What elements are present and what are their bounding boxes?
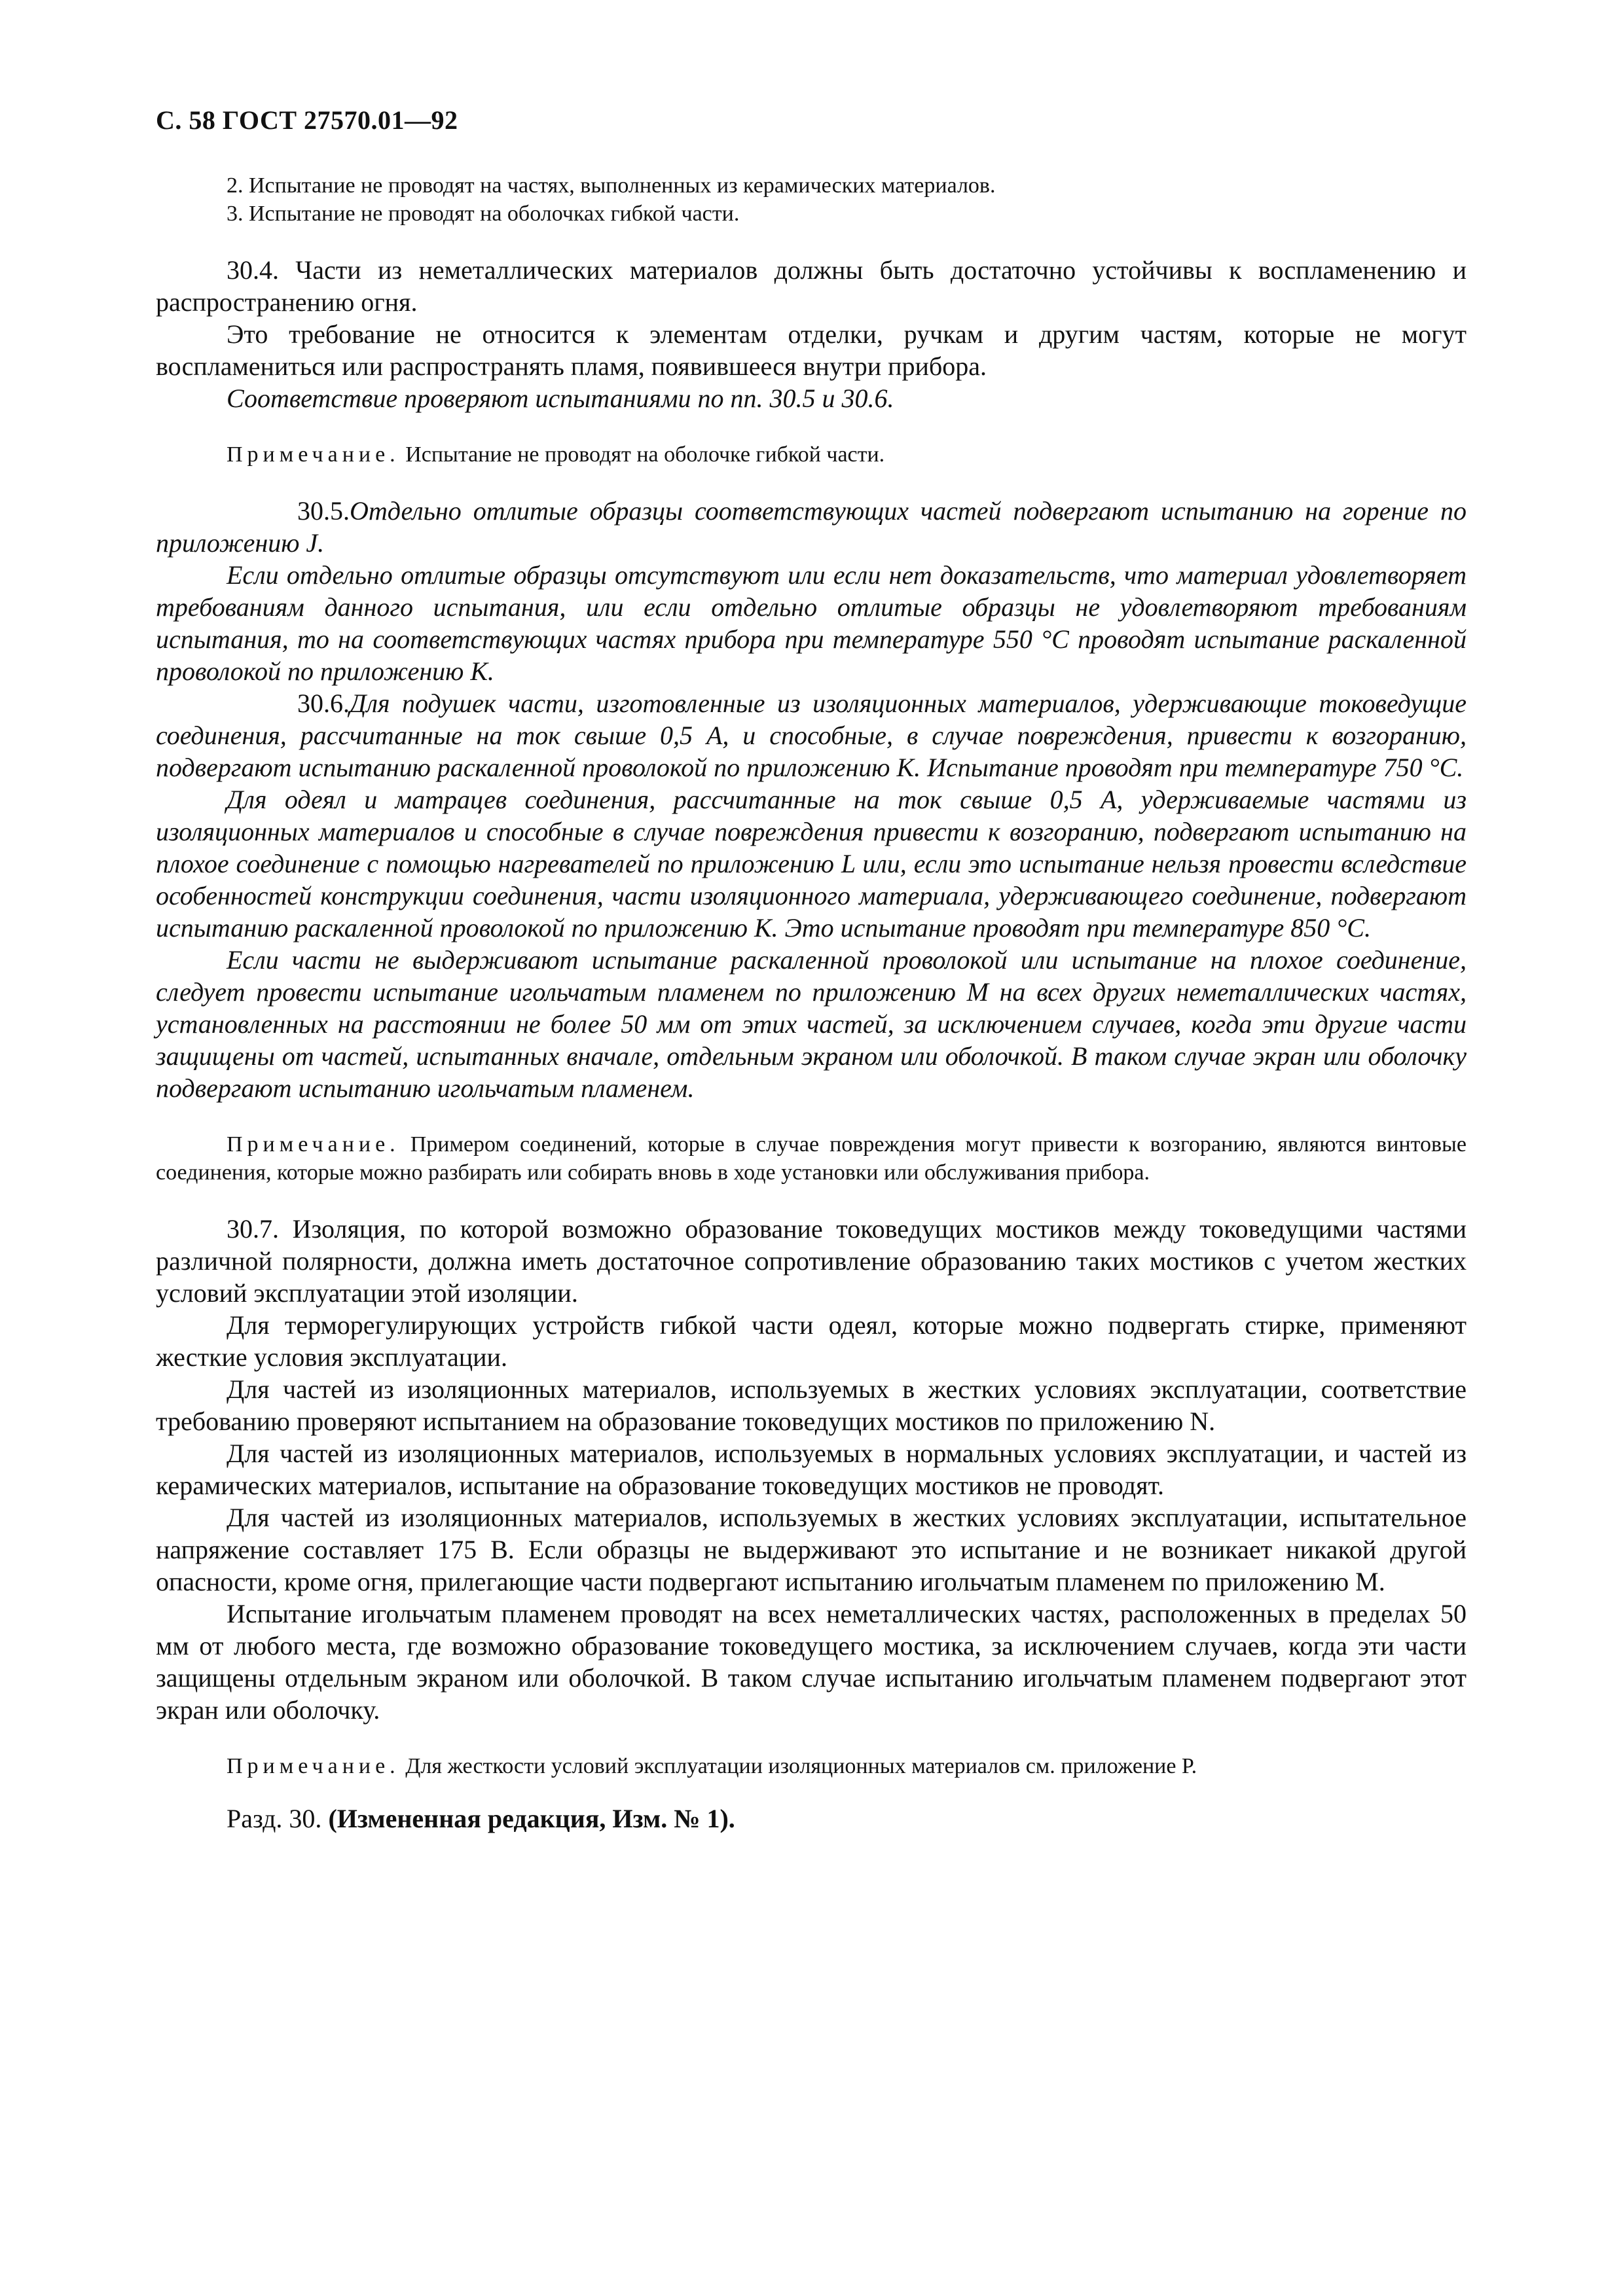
clause-30-7-paragraph-5: Для частей из изоляционных материалов, используемых в жестких условиях эксплуатации, испытательное напряжение составляет 175 В. Если образцы не выдерживают это испытание и не возникает никакой другой опасности, кроме огня, прилегающие части подвергают испытанию игольчатым пламенем по приложению М. [156,1503,1467,1596]
amendment-note: (Измененная редакция, Изм. № 1). [328,1804,735,1833]
clause-number: 30.6. [297,689,350,718]
note-label: Примечание. [227,1754,400,1778]
clause-30-4-paragraph: Это требование не относится к элементам отделки, ручкам и другим частям, которые не могут воспламениться или распространять пламя, появившееся внутри прибора. [156,319,1467,381]
clause-text: Для подушек части, изготовленные из изоляционных материалов, удерживающие токоведущие соединения, рассчитанные на ток свыше 0,5 А, и способные, в случае повреждения, привести к возгоранию, подвергают испытанию раскаленной проволокой по приложению К. Испытание проводят при температуре 750 °С. [156,689,1467,782]
note-3: 3. Испытание не проводят на оболочках гибкой части. [227,202,740,226]
clause-30-5-paragraph: Если отдельно отлитые образцы отсутствуют или если нет доказательств, что материал удовлетворяет требованиям данного испытания, или если отдельно отлитые образцы не удовлетворяют требованиям испытания, то на соответствующих частях прибора при температуре 550 °С проводят испытание раскаленной проволокой по приложению К. [156,560,1467,686]
clause-30-7-paragraph-2: Для терморегулирующих устройств гибкой части одеял, которые можно подвергать стирке, применяют жесткие условия эксплуатации. [156,1310,1467,1372]
note-text: Примером соединений, которые в случае повреждения могут привести к возгоранию, являются винтовые соединения, которые можно разбирать или собирать вновь в ходе установки или обслуживания прибора. [156,1132,1467,1185]
note-label: Примечание. [227,1132,400,1157]
note-30-7 [156,1752,1467,1780]
clause-number: 30.5. [297,496,350,526]
clause-30-4-compliance: Соответствие проверяют испытаниями по пп. 30.5 и 30.6. [227,384,894,413]
section-ref: Разд. 30. [227,1804,322,1833]
page-header: С. 58 ГОСТ 27570.01—92 [156,105,458,135]
clause-30-7-paragraph-4: Для частей из изоляционных материалов, используемых в нормальных условиях эксплуатации, и частей из керамических материалов, испытание на образование токоведущих мостиков не проводят. [156,1439,1467,1500]
note-2: 2. Испытание не проводят на частях, выполненных из керамических материалов. [227,173,996,198]
clause-30-6-paragraph-3: Если части не выдерживают испытание раскаленной проволокой или испытание на плохое соединение, следует провести испытание игольчатым пламенем по приложению М на всех других неметаллических частях, установленных на расстоянии не более 50 мм от этих частей, за исключением случаев, когда эти другие части защищены от частей, испытанных вначале, отдельным экраном или оболочкой. В таком случае экран или оболочку подвергают испытанию игольчатым пламенем. [156,945,1467,1103]
note-text: Для жесткости условий эксплуатации изоляционных материалов см. приложение Р. [399,1754,1197,1778]
note-30-4 [156,440,1467,469]
clause-30-7: 30.7. Изоляция, по которой возможно образование токоведущих мостиков между токоведущими частями различной полярности, должна иметь достаточное сопротивление образованию таких мостиков с учетом жестких условий эксплуатации этой изоляции. [156,1214,1467,1308]
clause-30-7-paragraph-6: Испытание игольчатым пламенем проводят на всех неметаллических частях, расположенных в пределах 50 мм от любого места, где возможно образование токоведущего мостика, за исключением случаев, когда эти части защищены отдельным экраном или оболочкой. В таком случае испытанию игольчатым пламенем подвергают этот экран или оболочку. [156,1599,1467,1725]
note-label: Примечание. [227,442,400,467]
clause-30-4: 30.4. Части из неметаллических материалов должны быть достаточно устойчивы к воспламенению и распространению огня. [156,255,1467,317]
note-30-6 [156,1130,1467,1187]
clause-30-7-paragraph-3: Для частей из изоляционных материалов, используемых в жестких условиях эксплуатации, соответствие требованию проверяют испытанием на образование токоведущих мостиков по приложению N. [156,1374,1467,1436]
clause-30-6 [156,687,1467,783]
note-text: Испытание не проводят на оболочке гибкой части. [399,442,885,467]
clause-30-5 [156,495,1467,559]
amendment-line [156,1803,1467,1835]
clause-30-6-paragraph-2: Для одеял и матрацев соединения, рассчитанные на ток свыше 0,5 А, удерживаемые частями из изоляционных материалов и способные в случае повреждения привести к возгоранию, подвергают испытанию на плохое соединение с помощью нагревателей по приложению L или, если это испытание нельзя провести вследствие особенностей конструкции соединения, части изоляционного материала, удерживающего соединение, подвергают испытанию раскаленной проволокой по приложению К. Это испытание проводят при температуре 850 °С. [156,785,1467,942]
document-body [156,171,1467,1835]
clause-text: Отдельно отлитые образцы соответствующих частей подвергают испытанию на горение по приложению J. [156,496,1467,558]
